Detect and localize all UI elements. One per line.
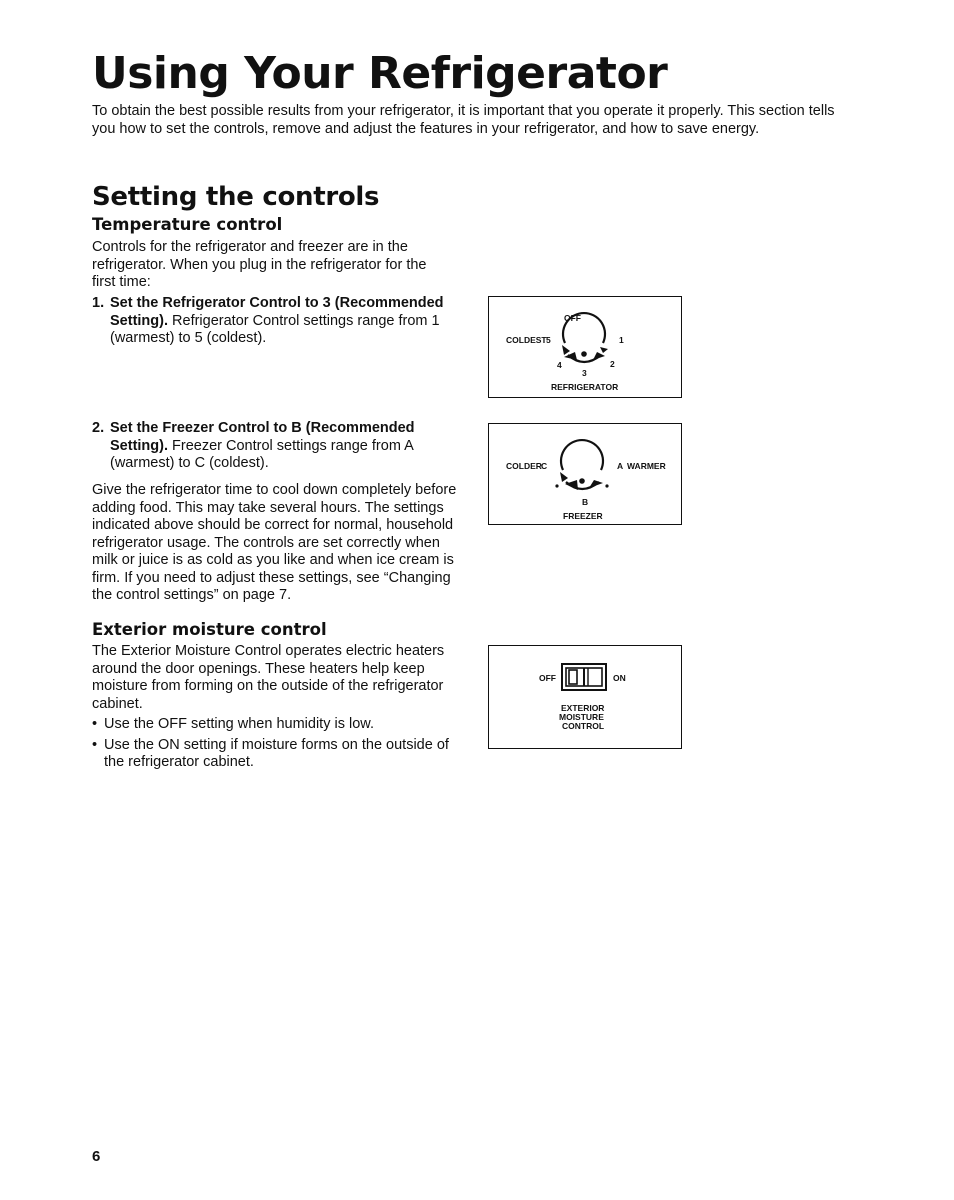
on-label: ON — [613, 673, 626, 683]
moisture-heading: Exterior moisture control — [92, 620, 327, 639]
caption-line-3: CONTROL — [562, 721, 605, 731]
step-1-bold: Set the Refrigerator Control to 3 (Recommended Setting). — [110, 295, 444, 329]
freezer-caption: FREEZER — [563, 511, 603, 521]
refrigerator-control-figure — [488, 296, 682, 398]
off-label: OFF — [564, 313, 581, 323]
setting-5-label: 5 — [546, 335, 551, 345]
setting-4-label: 4 — [557, 360, 562, 370]
setting-2-label: 2 — [610, 359, 615, 369]
moisture-paragraph: The Exterior Moisture Control operates electric heaters around the door openings. These heaters help keep moisture from forming on the outside of the refrigerator cabinet. — [92, 643, 445, 712]
setting-3-label: 3 — [582, 368, 587, 378]
setting-1-label: 1 — [619, 335, 624, 345]
moisture-bullets — [92, 716, 470, 772]
list-item: • Use the ON setting if moisture forms on the outside of the refrigerator cabinet. — [92, 736, 449, 770]
temperature-paragraph: Controls for the refrigerator and freezer are in the refrigerator. When you plug in the refrigerator for the first time: — [92, 239, 427, 290]
refrigerator-caption: REFRIGERATOR — [551, 382, 619, 392]
step-2-number: 2. — [92, 420, 105, 436]
step-2-bold: Set the Freezer Control to B (Recommended Setting). — [110, 420, 415, 454]
step-2-text: Freezer Control settings range from A (warmest) to C (coldest). — [110, 437, 414, 471]
coldest-label: COLDEST — [506, 335, 547, 345]
refrigerator-dial-icon — [553, 311, 621, 371]
step-1-text: Refrigerator Control settings range from 1 (warmest) to 5 (coldest). — [110, 312, 440, 346]
step-2 — [92, 420, 448, 473]
freezer-dial-icon — [551, 438, 619, 498]
setting-b-label: B — [582, 497, 589, 507]
list-item: • Use the OFF setting when humidity is low. — [92, 716, 374, 732]
step-1 — [92, 295, 464, 348]
off-label: OFF — [539, 673, 556, 683]
intro-paragraph: To obtain the best possible results from your refrigerator, it is important that you operate it properly. This section tells you how to set the controls, remove and adjust the features in your refrigerator, and how to save energy. — [92, 103, 835, 137]
page-number: 6 — [92, 1148, 101, 1165]
rocker-switch-icon — [561, 663, 607, 691]
colder-label: COLDER — [506, 461, 542, 471]
caption-line-2: MOISTURE — [559, 712, 604, 722]
warmer-label: WARMER — [627, 461, 666, 471]
section-title: Setting the controls — [92, 182, 380, 212]
step-1-number: 1. — [92, 295, 105, 311]
freezer-control-figure — [488, 423, 682, 525]
setting-a-label: A — [617, 461, 624, 471]
moisture-control-figure — [488, 645, 682, 749]
setting-c-label: C — [541, 461, 548, 471]
temperature-heading: Temperature control — [92, 215, 283, 234]
cooling-paragraph: Give the refrigerator time to cool down completely before adding food. This may take several hours. The settings indicated above should be correct for normal, household refrigerator usage. The controls are set correctly when milk or juice is as cold as you like and when ice cream is firm. If you need to adjust these settings, see “Changing the control settings” on page 7. — [92, 482, 457, 603]
caption-line-1: EXTERIOR — [561, 703, 605, 713]
page-title: Using Your Refrigerator — [92, 48, 668, 99]
